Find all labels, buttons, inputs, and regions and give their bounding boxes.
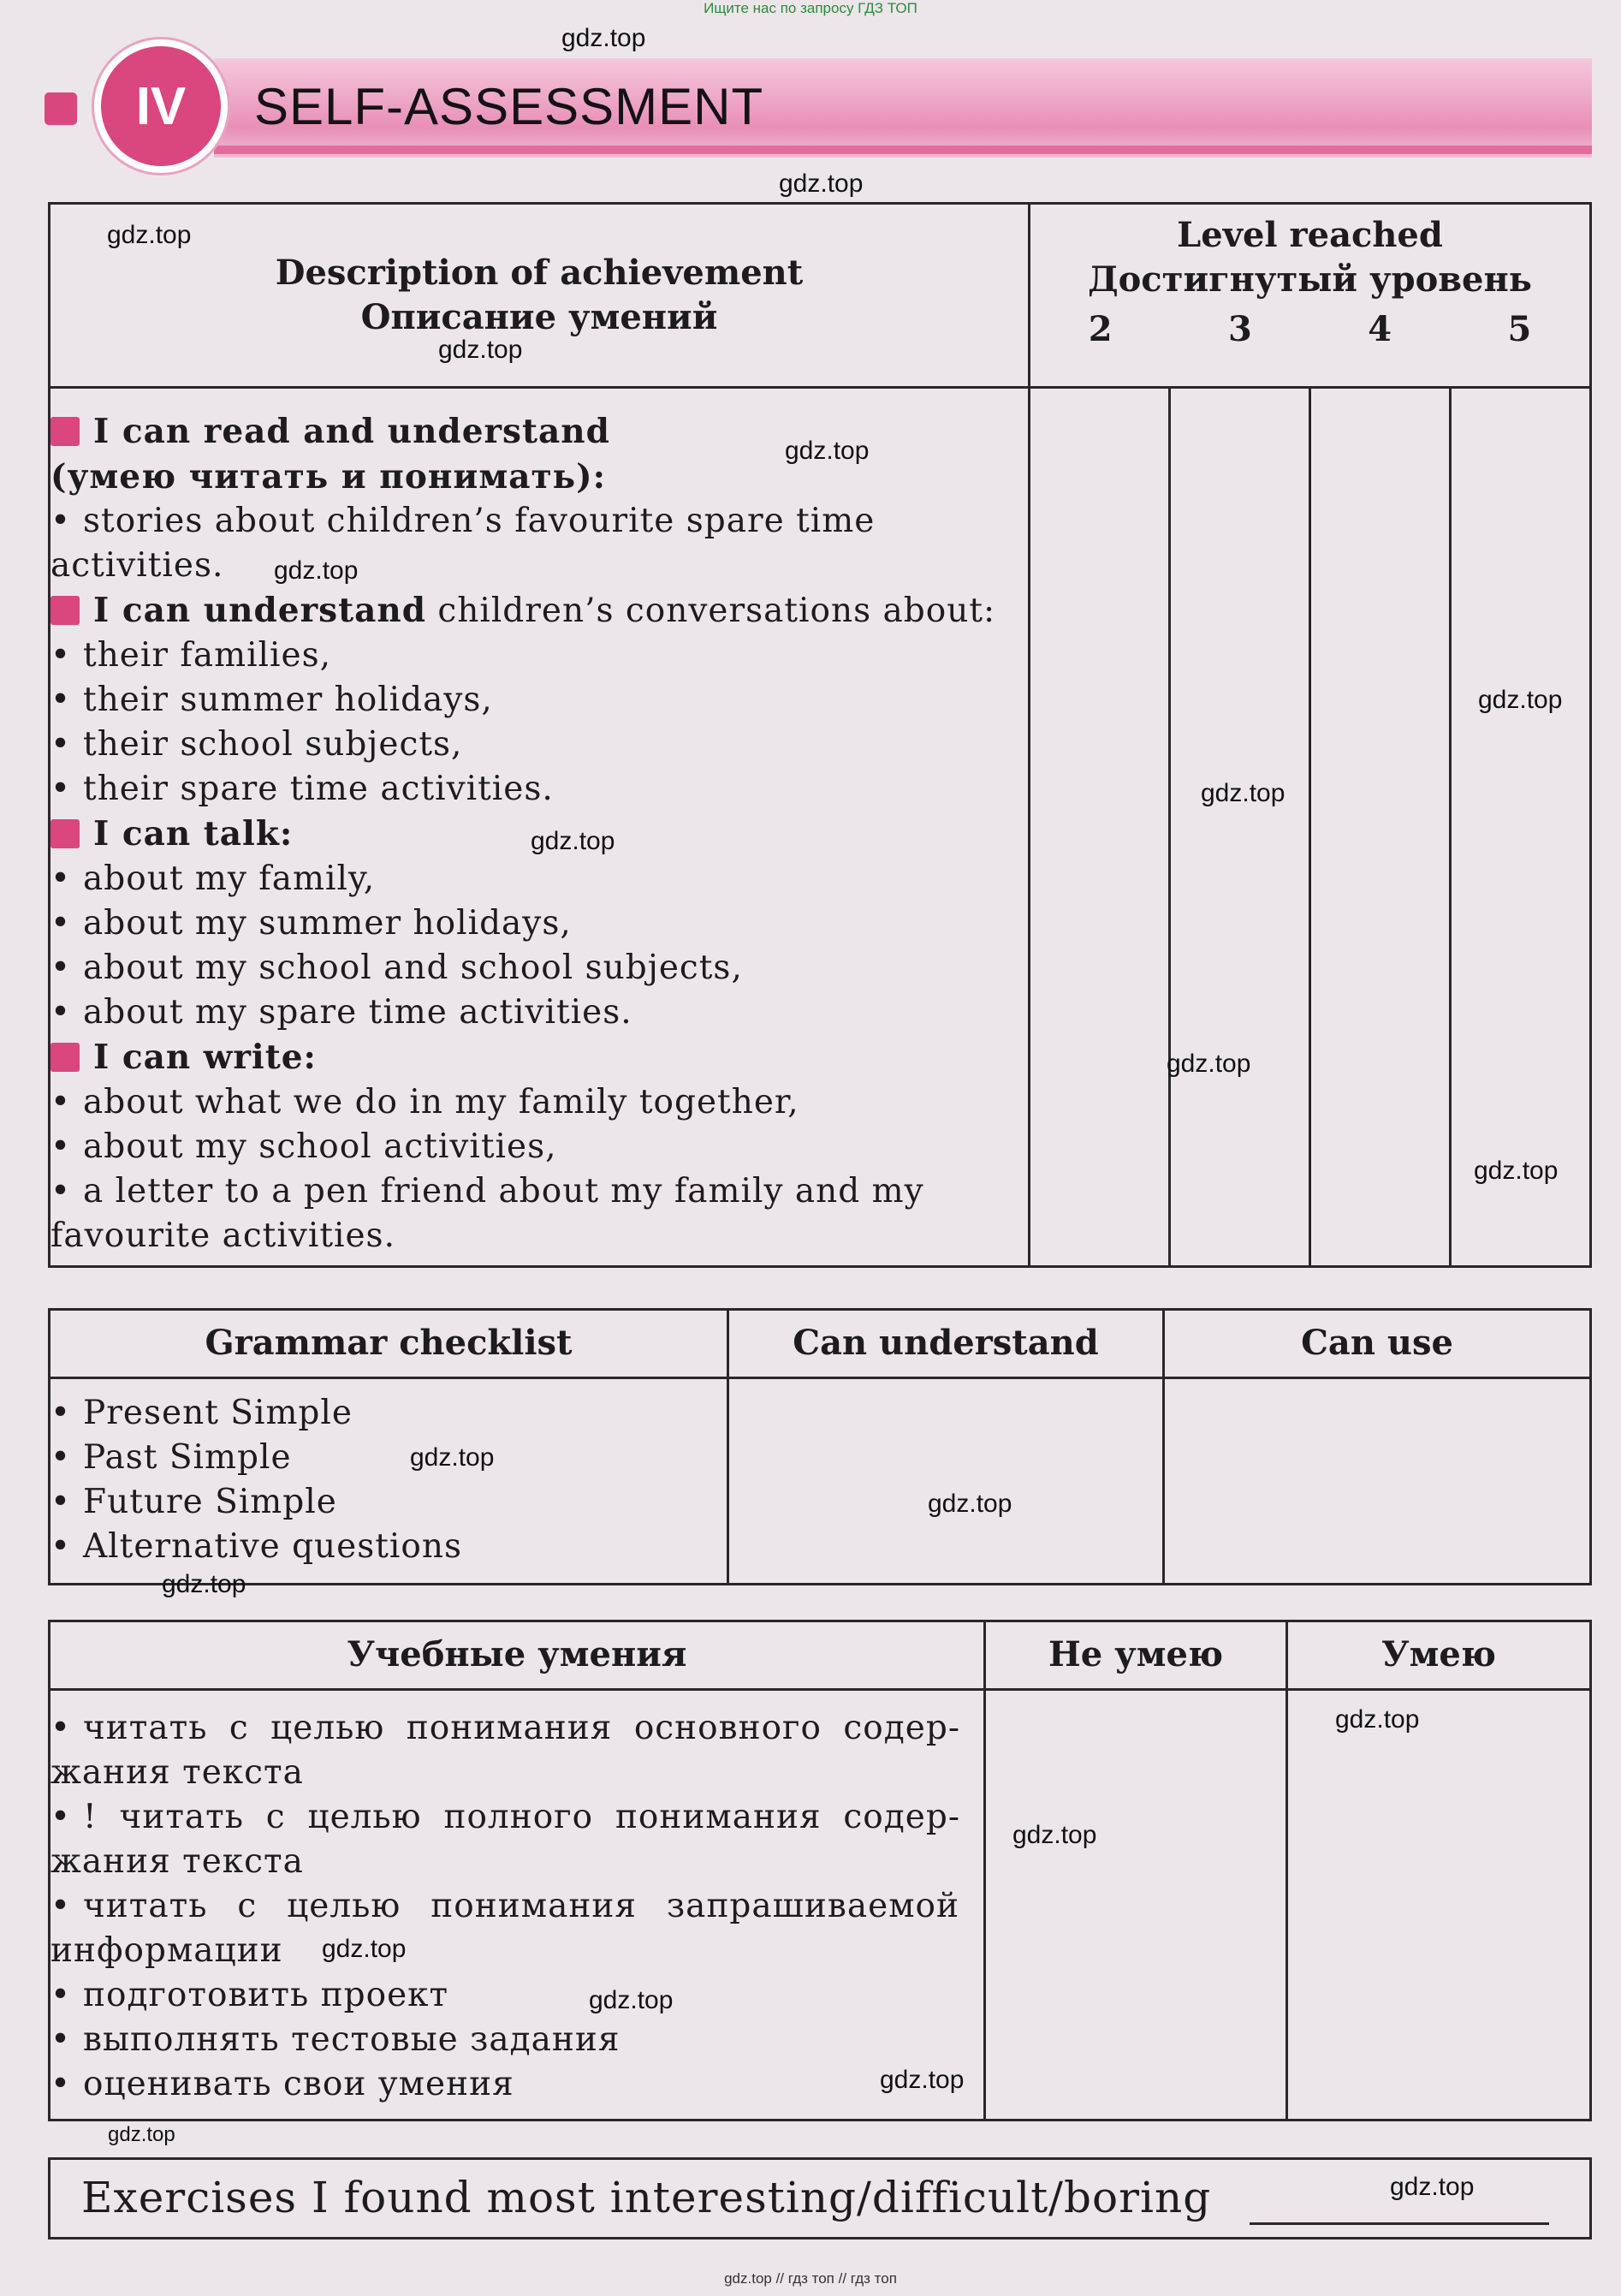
level-4-cell[interactable]: [1309, 388, 1450, 1267]
description-header-ru: Описание умений: [360, 297, 718, 337]
list-item: • a letter to a pen friend about my family and my favourite activities.: [50, 1169, 1007, 1258]
watermark: gdz.top: [1012, 1821, 1097, 1849]
top-banner: Ищите нас по запросу ГДЗ ТОП: [704, 0, 917, 16]
list-item: • Past Simple: [50, 1436, 727, 1480]
watermark: gdz.top: [561, 24, 646, 52]
can-use-header: Can use: [1164, 1310, 1591, 1378]
list-item: • about my spare time activities.: [50, 990, 1007, 1035]
watermark: gdz.top: [779, 170, 864, 198]
listen-title: I can understand: [93, 591, 426, 630]
list-item: • читать с целью понимания запрашиваемой информации: [50, 1884, 959, 1973]
bottom-banner: gdz.top // гдз топ // гдз топ: [724, 2270, 897, 2287]
watermark: gdz.top: [1390, 2173, 1475, 2201]
list-item: • about my family,: [50, 857, 1007, 901]
level-2: 2: [1088, 309, 1113, 349]
list-item: • подготовить проект: [50, 1973, 959, 2018]
level-5: 5: [1507, 309, 1532, 349]
list-item: • выполнять тестовые задания: [50, 2018, 959, 2062]
watermark: gdz.top: [162, 1570, 246, 1598]
list-item: • their school subjects,: [50, 723, 1007, 767]
grammar-table: [48, 1308, 1592, 1585]
level-2-cell[interactable]: [1030, 388, 1170, 1267]
footer-text: Exercises I found most interesting/difficult/boring: [81, 2173, 1212, 2222]
skills-header: Учебные умения: [50, 1621, 985, 1690]
list-item: • Alternative questions: [50, 1525, 727, 1569]
list-item: • ! читать с целью полного понимания содержания текста: [50, 1795, 959, 1884]
watermark: gdz.top: [1474, 1157, 1559, 1185]
unit-badge: IV: [94, 39, 228, 173]
read-title-ru: (умею читать и понимать):: [50, 457, 606, 497]
skills-table: [48, 1620, 1592, 2121]
list-item: • about my school and school subjects,: [50, 946, 1007, 990]
description-header-en: Description of achievement: [275, 253, 804, 293]
can-understand-cell[interactable]: [728, 1378, 1164, 1585]
watermark: gdz.top: [438, 336, 523, 364]
watermark: gdz.top: [928, 1490, 1012, 1518]
level-header-en: Level reached: [1177, 215, 1443, 255]
listen-title-rest: children’s conversations about:: [437, 592, 996, 630]
list-item: • their spare time activities.: [50, 767, 1007, 812]
answer-line[interactable]: [1250, 2222, 1549, 2225]
level-5-cell[interactable]: [1450, 388, 1590, 1267]
talk-icon: [50, 819, 80, 848]
achievement-table: [48, 202, 1592, 1268]
list-item: • Future Simple: [50, 1480, 727, 1525]
page-title: SELF-ASSESSMENT: [254, 78, 764, 135]
watermark: gdz.top: [108, 2123, 175, 2146]
watermark: gdz.top: [274, 556, 359, 585]
can-understand-header: Can understand: [728, 1310, 1164, 1378]
list-item: • their summer holidays,: [50, 678, 1007, 723]
listen-icon: [50, 596, 80, 625]
write-title: I can write:: [93, 1038, 317, 1077]
list-item: • about my summer holidays,: [50, 901, 1007, 946]
read-icon: [50, 417, 80, 446]
level-header: [1030, 204, 1591, 388]
list-item: • Present Simple: [50, 1391, 727, 1436]
watermark: gdz.top: [1167, 1050, 1251, 1078]
description-header: [50, 204, 1030, 388]
write-icon: [45, 92, 77, 125]
watermark: gdz.top: [531, 827, 615, 855]
list-item: • about my school activities,: [50, 1125, 1007, 1169]
write-icon: [50, 1043, 80, 1072]
cannot-header: Не умею: [985, 1621, 1287, 1690]
grammar-list: [50, 1378, 728, 1585]
watermark: gdz.top: [1201, 779, 1286, 807]
read-title: I can read and understand: [93, 412, 610, 451]
watermark: gdz.top: [1478, 686, 1563, 714]
watermark: gdz.top: [410, 1443, 495, 1472]
list-item: • their families,: [50, 633, 1007, 678]
can-use-cell[interactable]: [1164, 1378, 1591, 1585]
watermark: gdz.top: [785, 437, 870, 465]
watermark: gdz.top: [107, 221, 192, 249]
grammar-header: Grammar checklist: [50, 1310, 728, 1378]
list-item: • about what we do in my family together,: [50, 1080, 1007, 1125]
level-3: 3: [1227, 309, 1252, 349]
can-cell[interactable]: [1287, 1690, 1591, 2121]
talk-title: I can talk:: [93, 814, 294, 854]
list-item: • оценивать свои умения: [50, 2062, 959, 2107]
list-item: • читать с целью понимания основного содержания текста: [50, 1706, 959, 1795]
level-4: 4: [1368, 309, 1392, 349]
level-header-ru: Достигнутый уровень: [1088, 259, 1532, 300]
header-divider: [214, 146, 1592, 154]
cannot-cell[interactable]: [985, 1690, 1287, 2121]
skills-list: [50, 1690, 985, 2121]
watermark: gdz.top: [1335, 1705, 1420, 1734]
watermark: gdz.top: [880, 2066, 965, 2094]
watermark: gdz.top: [322, 1935, 407, 1963]
level-3-cell[interactable]: [1169, 388, 1309, 1267]
list-item: • stories about children’s favourite spare time activities.: [50, 499, 1007, 588]
watermark: gdz.top: [589, 1986, 674, 2014]
can-header: Умею: [1287, 1621, 1591, 1690]
